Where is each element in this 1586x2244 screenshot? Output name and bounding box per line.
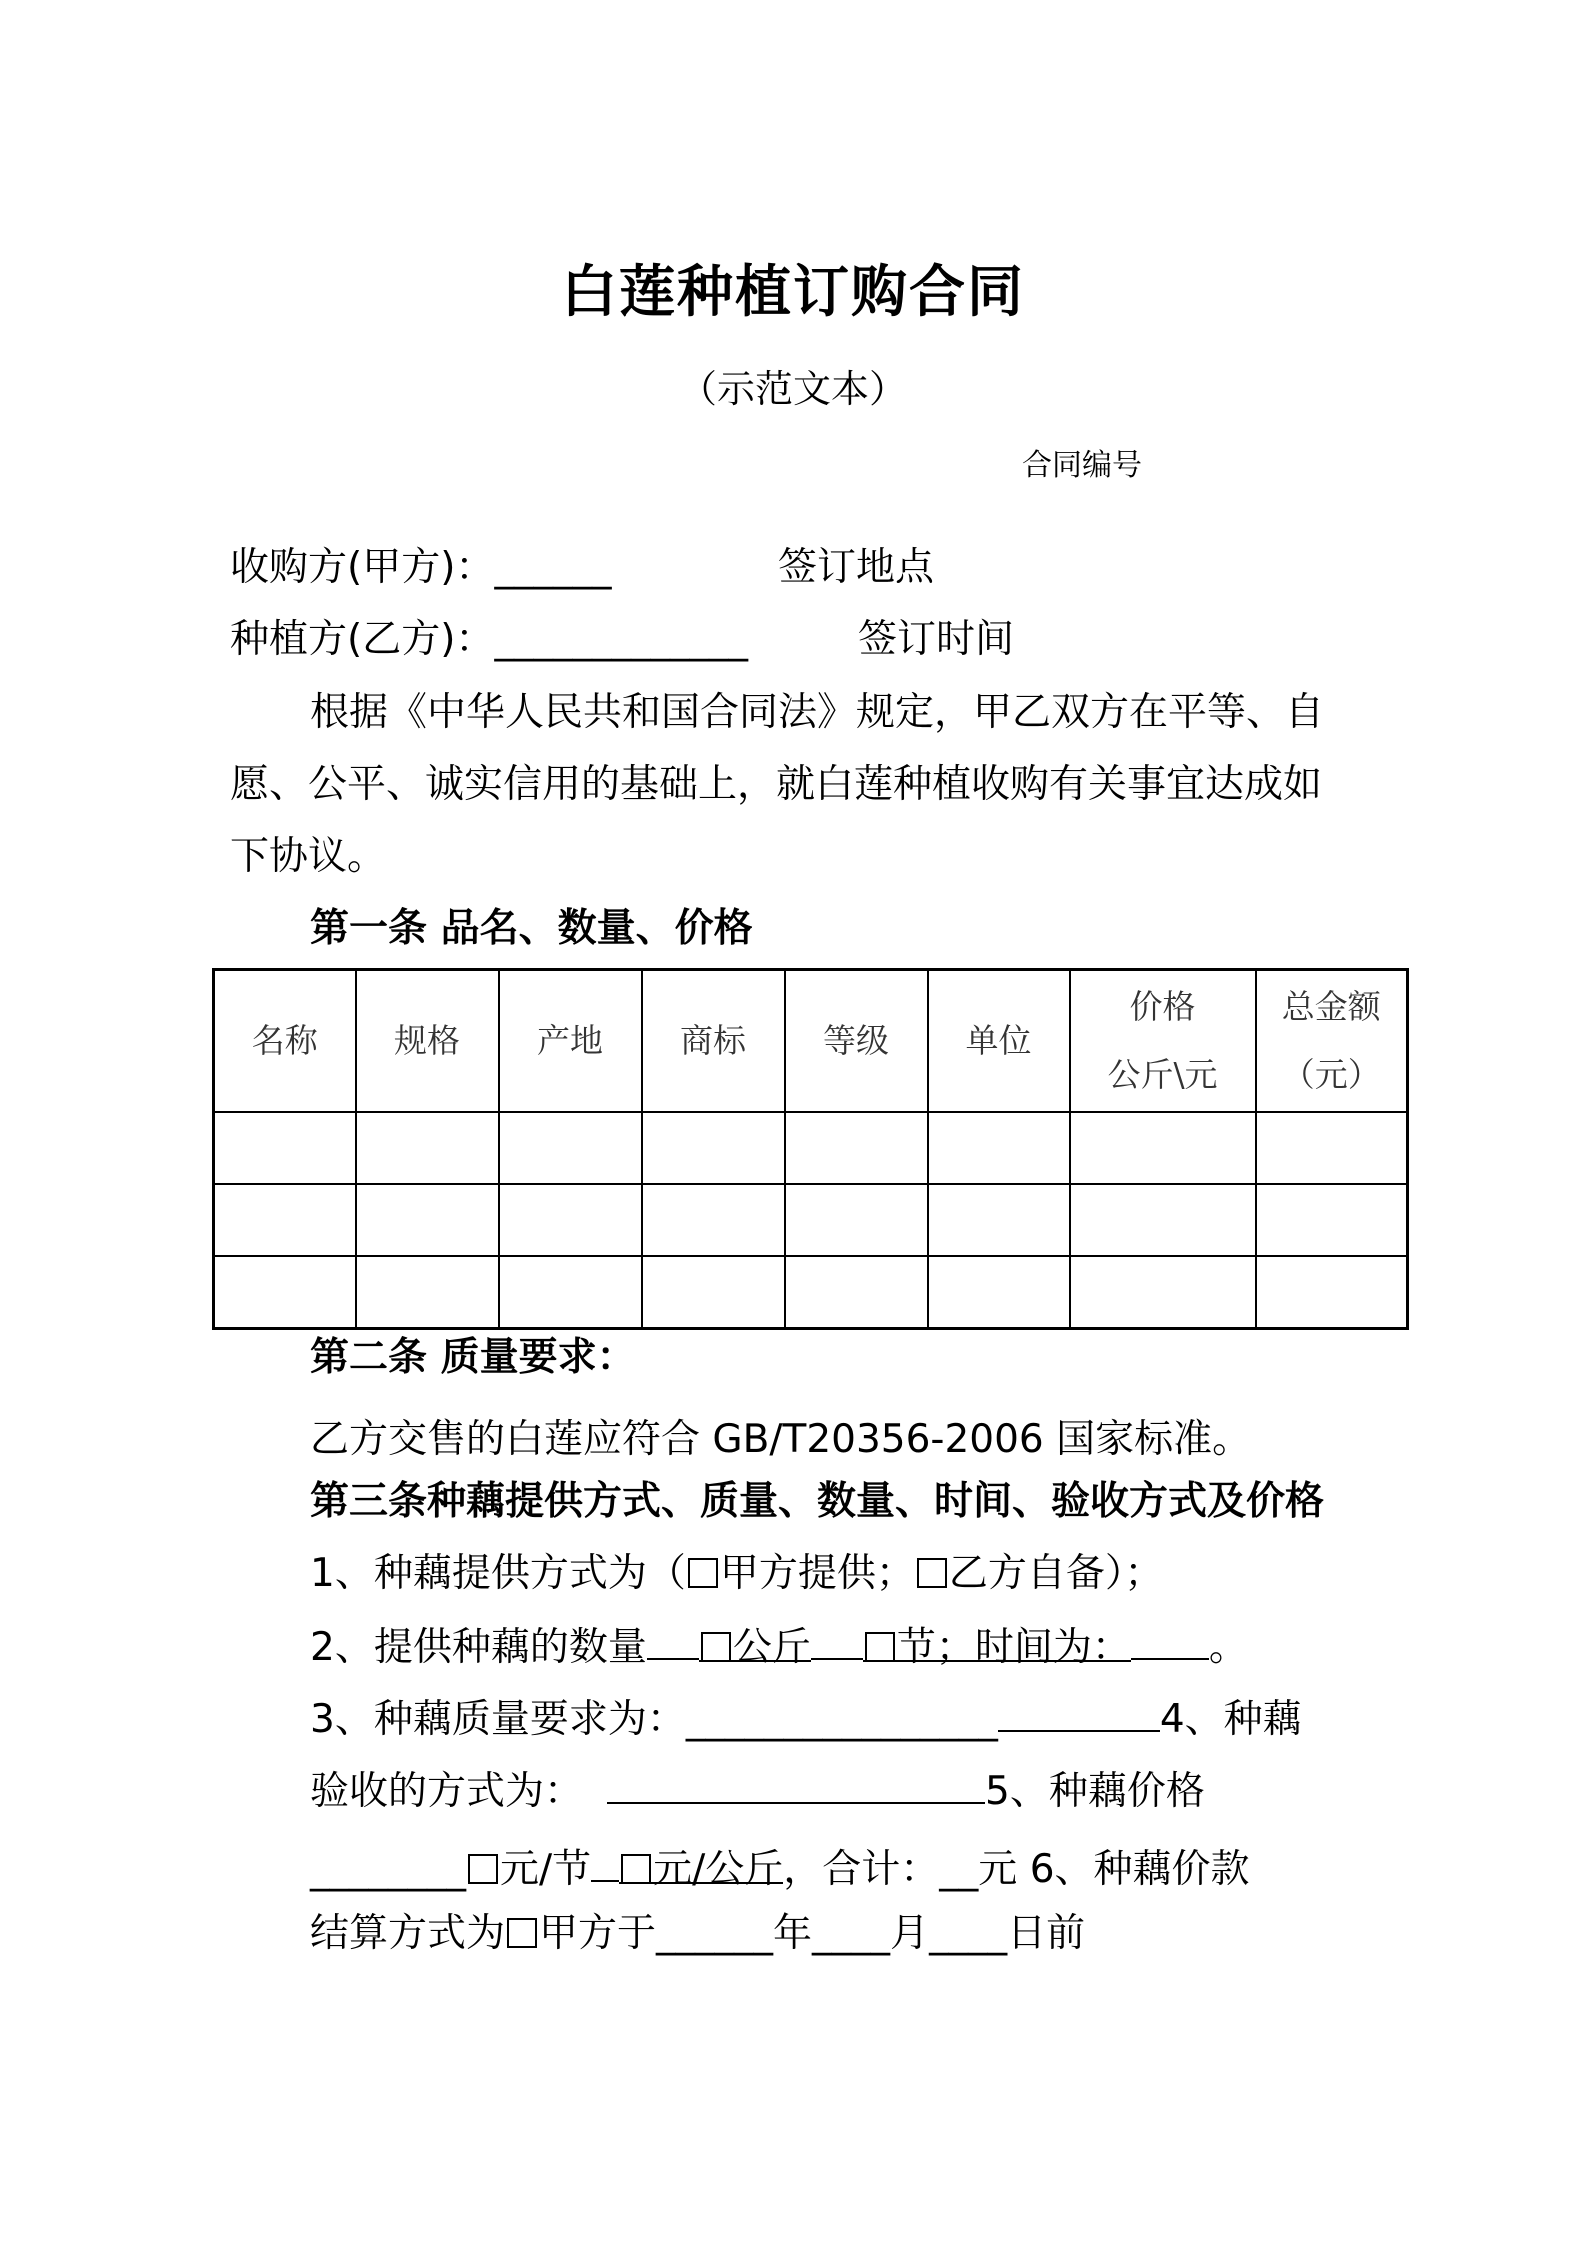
- table-row: [214, 1184, 1408, 1256]
- article1-heading: 第一条 品名、数量、价格: [310, 906, 753, 951]
- total-header-line-1: 总金额: [1281, 987, 1381, 1026]
- table-row: [214, 1256, 1408, 1329]
- price-header-line-1: 价格: [1129, 987, 1196, 1026]
- col-header-brand: 商标: [642, 970, 785, 1113]
- checkbox-settlement[interactable]: [507, 1918, 537, 1948]
- quality-blank-line[interactable]: [998, 1690, 1160, 1732]
- total-header-line-2: （元）: [1281, 1055, 1381, 1094]
- col-header-unit: 单位: [928, 970, 1070, 1113]
- product-table: [212, 968, 1409, 1330]
- grower-blank: _____________: [494, 617, 748, 662]
- month-blank: ____: [812, 1911, 891, 1956]
- item3-text-b: 4、种藕: [1159, 1697, 1302, 1742]
- checkbox-per-kg[interactable]: [621, 1854, 651, 1884]
- quantity-blank-2[interactable]: [811, 1618, 863, 1660]
- table-cell[interactable]: [642, 1184, 785, 1256]
- grower-label: 种植方(乙方)：: [230, 617, 495, 662]
- table-cell[interactable]: [356, 1256, 499, 1329]
- checkbox-per-node[interactable]: [468, 1854, 498, 1884]
- item1-text-c: 乙方自备）；: [948, 1551, 1164, 1596]
- table-cell[interactable]: [785, 1256, 928, 1329]
- article2-heading: 第二条 质量要求：: [310, 1335, 636, 1380]
- table-cell[interactable]: [1256, 1112, 1408, 1184]
- per-kg-option: [619, 1842, 784, 1892]
- table-cell[interactable]: [356, 1112, 499, 1184]
- article3-item3: [310, 1690, 1302, 1748]
- contract-title: 白莲种植订购合同: [561, 260, 1025, 325]
- checkbox-kg[interactable]: [701, 1632, 731, 1662]
- total-blank: __: [939, 1847, 979, 1892]
- item2-text-d: 。: [1208, 1625, 1248, 1670]
- item4-text-a: 验收的方式为：: [310, 1769, 584, 1814]
- table-cell[interactable]: [928, 1256, 1070, 1329]
- price-blank-2[interactable]: [591, 1840, 619, 1882]
- item2-text-a: 2、提供种藕的数量: [310, 1625, 647, 1670]
- quantity-kg-option: [699, 1620, 811, 1670]
- table-cell[interactable]: [499, 1256, 642, 1329]
- preamble-line-3: 下协议。: [230, 834, 387, 879]
- item6-text-a: 结算方式为: [310, 1911, 506, 1956]
- article3-item5: [310, 1840, 1250, 1898]
- sign-time-label: 签订时间: [858, 617, 1015, 662]
- item5-text-a: 元/节: [500, 1847, 592, 1892]
- item5-text-d: 元 6、种藕价款: [978, 1847, 1250, 1892]
- price-blank: ________: [310, 1847, 466, 1892]
- year-blank: ______: [656, 1911, 774, 1956]
- item4-text-b: 5、种藕价格: [985, 1769, 1205, 1814]
- quality-blank: ________________: [685, 1697, 998, 1742]
- contract-number-label: 合同编号: [1022, 448, 1142, 483]
- col-header-spec: 规格: [356, 970, 499, 1113]
- table-cell[interactable]: [785, 1184, 928, 1256]
- buyer-line: [230, 540, 611, 596]
- table-cell[interactable]: [214, 1112, 356, 1184]
- buyer-label: 收购方(甲方)：: [230, 545, 495, 590]
- item5-text-c: ，合计：: [783, 1847, 940, 1892]
- item3-text-a: 3、种藕质量要求为：: [310, 1697, 686, 1742]
- article3-item2: [310, 1618, 1248, 1676]
- table-cell[interactable]: [499, 1112, 642, 1184]
- quantity-node-option: [863, 1620, 1131, 1670]
- col-header-price: [1070, 970, 1256, 1113]
- item6-text-c: 年: [773, 1911, 813, 1956]
- buyer-blank: ______: [494, 545, 612, 590]
- item6-text-e: 日前: [1007, 1911, 1086, 1956]
- item2-text-b: 公斤: [732, 1625, 811, 1670]
- article3-heading: 第三条种藕提供方式、质量、数量、时间、验收方式及价格: [310, 1479, 1325, 1524]
- article3-item4: [310, 1762, 1205, 1820]
- article2-text: 乙方交售的白莲应符合 GB/T20356-2006 国家标准。: [310, 1417, 1252, 1462]
- item2-text-c: 节；时间为：: [896, 1625, 1131, 1670]
- table-cell[interactable]: [785, 1112, 928, 1184]
- article3-item1: [310, 1546, 1163, 1602]
- table-cell[interactable]: [928, 1184, 1070, 1256]
- table-cell[interactable]: [1070, 1184, 1256, 1256]
- col-header-total: [1256, 970, 1408, 1113]
- table-cell[interactable]: [499, 1184, 642, 1256]
- item6-text-b: 甲方于: [539, 1911, 657, 1956]
- sign-place-label: 签订地点: [778, 545, 935, 590]
- table-row: [214, 1112, 1408, 1184]
- table-cell[interactable]: [214, 1256, 356, 1329]
- grower-line: [230, 612, 748, 668]
- col-header-grade: 等级: [785, 970, 928, 1113]
- item5-text-b: 元/公斤: [653, 1847, 784, 1892]
- table-cell[interactable]: [1256, 1184, 1408, 1256]
- item1-text-b: 甲方提供；: [719, 1551, 915, 1596]
- col-header-origin: 产地: [499, 970, 642, 1113]
- col-header-name: 名称: [214, 970, 356, 1113]
- article3-item6: [310, 1906, 1085, 1962]
- table-cell[interactable]: [214, 1184, 356, 1256]
- contract-subtitle: （示范文本）: [678, 367, 907, 411]
- acceptance-method-blank[interactable]: [607, 1762, 985, 1804]
- quantity-blank[interactable]: [647, 1618, 699, 1660]
- checkbox-party-b-self[interactable]: [917, 1558, 947, 1588]
- preamble-line-2: 愿、公平、诚实信用的基础上，就白莲种植收购有关事宜达成如: [230, 762, 1323, 807]
- table-cell[interactable]: [642, 1112, 785, 1184]
- checkbox-party-a-provides[interactable]: [688, 1558, 718, 1588]
- checkbox-node[interactable]: [865, 1632, 895, 1662]
- table-cell[interactable]: [1256, 1256, 1408, 1329]
- table-cell[interactable]: [1070, 1112, 1256, 1184]
- price-header-line-2: 公斤\元: [1107, 1055, 1218, 1094]
- time-blank[interactable]: [1131, 1618, 1209, 1660]
- table-header-row: [214, 970, 1408, 1113]
- item1-text-a: 1、种藕提供方式为（: [310, 1551, 686, 1596]
- table-cell[interactable]: [1070, 1256, 1256, 1329]
- table-cell[interactable]: [356, 1184, 499, 1256]
- item6-text-d: 月: [890, 1911, 930, 1956]
- preamble-line-1: 根据《中华人民共和国合同法》规定，甲乙双方在平等、自: [310, 690, 1325, 735]
- table-cell[interactable]: [928, 1112, 1070, 1184]
- day-blank: ____: [929, 1911, 1008, 1956]
- table-cell[interactable]: [642, 1256, 785, 1329]
